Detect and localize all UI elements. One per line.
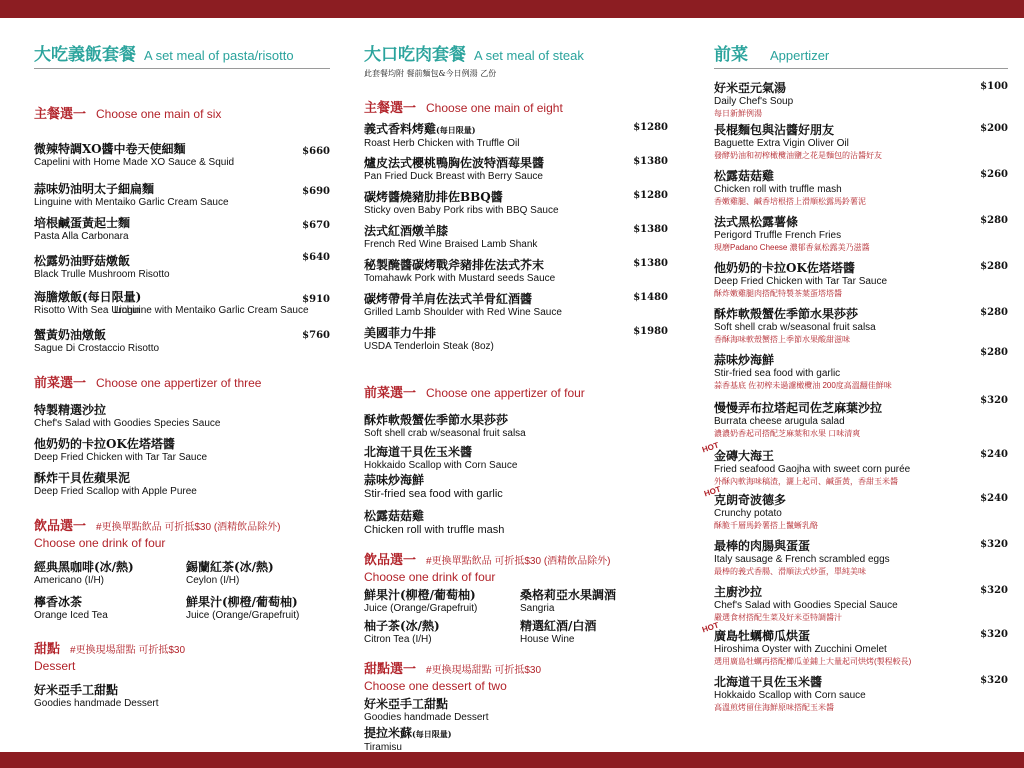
- main-label-zh: 主餐選一: [34, 107, 87, 122]
- item-name-en: Sticky oven Baby Pork ribs with BBQ Sauce: [364, 205, 559, 216]
- drink-item: [520, 588, 668, 615]
- item-name-en: Deep Fried Chicken with Tar Tar Sauce: [34, 452, 208, 463]
- item-name-en: Roast Herb Chicken with Truffle Oil: [364, 138, 520, 149]
- menu-item: [364, 156, 668, 190]
- item-name-en: House Wine: [520, 634, 575, 645]
- menu-item: [703, 484, 1008, 539]
- appetizer-header: [714, 40, 1008, 64]
- item-name-en: Deep Fried Scallop with Apple Puree: [34, 486, 197, 497]
- dessert-label-zh: 甜點: [34, 642, 61, 657]
- item-name-en: Sague Di Crostaccio Risotto: [34, 343, 160, 354]
- drink-grid: [34, 560, 330, 622]
- item-name-en: Chicken roll with truffle mash: [364, 524, 505, 536]
- item-name-zh: 碳烤醬燒豬肋排佐BBQ醬: [364, 190, 503, 204]
- item-name-en: Fried seafood Gaojha with sweet corn purée: [714, 464, 911, 475]
- item-description: 嚴選食材搭配生菜及好米亞特調醬汁: [714, 613, 842, 622]
- item-name-zh: 錫蘭紅茶(冰/熱): [186, 560, 274, 574]
- menu-item: [701, 620, 1008, 675]
- item-name-en: French Red Wine Braised Lamb Shank: [364, 239, 538, 250]
- menu-item: [714, 81, 1008, 123]
- menu-item: [364, 258, 668, 292]
- menu-item: [714, 215, 1008, 261]
- item-price: $280: [980, 215, 1008, 226]
- dessert-section-header: [364, 658, 668, 677]
- drink-label-zh: 飲品選一: [364, 553, 417, 568]
- item-limited-note: (每日限量): [412, 729, 452, 739]
- menu-item: [701, 440, 1008, 493]
- drink-label-en: Choose one drink of four: [364, 570, 496, 584]
- item-description: 蒜香基底 佐初榨未過濾橄欖油 200度高溫翻佳鮮味: [714, 381, 892, 390]
- appetizer-title-zh: 前菜: [714, 45, 748, 65]
- hot-badge: HOT: [703, 484, 722, 499]
- item-price: $100: [980, 81, 1008, 92]
- item-name-en: Black Trulle Mushroom Risotto: [34, 269, 170, 280]
- item-name-en: Chef's Salad with Goodies Species Sauce: [34, 418, 221, 429]
- drink-label-en: Choose one drink of four: [34, 536, 166, 550]
- item-name-zh: 精選紅酒/白酒: [520, 619, 597, 633]
- item-name-en: Baguette Extra Vigin Oliver Oil: [714, 138, 849, 149]
- item-name-en: Juice (Orange/Grapefruit): [364, 603, 478, 614]
- item-name-zh: 鮮果汁(柳橙/葡萄柚): [186, 595, 298, 609]
- dessert-item: [364, 697, 668, 724]
- item-price: $240: [980, 449, 1008, 460]
- menu-item: [714, 169, 1008, 215]
- dessert-item: [364, 726, 668, 754]
- drink-grid: [364, 588, 668, 646]
- appetizer-label-zh: 前菜選一: [364, 386, 417, 401]
- dessert-label-en: Dessert: [34, 659, 76, 673]
- item-name-en: Hokkaido Scallop with Corn Sauce: [364, 460, 518, 471]
- menu-item: [714, 395, 1008, 449]
- item-name-en: Orange Iced Tea: [34, 610, 108, 621]
- item-name-zh: 松露菇菇雞: [364, 509, 425, 523]
- item-name-zh: 好米亞手工甜點: [34, 683, 119, 697]
- item-price: $320: [980, 675, 1008, 686]
- drink-item: [364, 619, 512, 646]
- appetizer-label-en: Choose one appertizer of four: [426, 386, 585, 400]
- bottom-banner: [0, 752, 1024, 768]
- item-name-zh: 蒜味炒海鮮: [714, 353, 775, 367]
- item-name-en-wrap: [34, 305, 330, 317]
- item-name-zh: 他奶奶的卡拉OK佐塔塔醬: [34, 437, 175, 451]
- item-description: 發酵奶油和初榨橄欖油鹽之花是麵包的沾醬好友: [714, 151, 882, 160]
- menu-item: [364, 122, 668, 156]
- appetizer-section-header: [34, 372, 330, 391]
- pasta-set-column: [34, 40, 330, 710]
- item-name-en: Italy sausage & French scrambled eggs: [714, 554, 890, 565]
- item-name-en: Linguine with Mentaiko Garlic Cream Sauce: [34, 197, 229, 208]
- item-price: $320: [980, 539, 1008, 550]
- item-description: 最棒的義式香腸、滑順法式炒蛋，單純美味: [714, 567, 866, 576]
- item-name-zh: 法式黑松露薯條: [714, 215, 799, 229]
- menu-item: [714, 123, 1008, 169]
- item-name-zh: 蒜味奶油明太子細扁麵: [34, 182, 155, 196]
- item-name-zh: 慢慢弄布拉塔起司佐芝麻葉沙拉: [714, 401, 883, 415]
- item-name-en: Hokkaido Scallop with Corn sauce: [714, 690, 866, 701]
- item-name-en-overlap: Linguine with Mentaiko Garlic Cream Sauce: [114, 305, 309, 316]
- item-name-en: Perigord Truffle French Fries: [714, 230, 842, 241]
- steak-set-title-zh: 大口吃肉套餐: [364, 45, 466, 65]
- appetizer-label-en: Choose one appertizer of three: [96, 376, 262, 390]
- item-price: $1480: [633, 292, 668, 303]
- item-price: $640: [302, 252, 330, 263]
- item-price: $280: [980, 307, 1008, 318]
- item-name-en: Goodies handmade Dessert: [364, 712, 489, 723]
- menu-item: [34, 471, 330, 505]
- item-name-zh: 微辣特調XO醬中卷天使細麵: [34, 142, 186, 156]
- item-name-en: USDA Tenderloin Steak (8oz): [364, 341, 494, 352]
- item-description: 酥脆千層馬鈴薯搭上鬣蜥乳酪: [714, 521, 818, 530]
- item-description: 每日新鮮例湯: [714, 109, 762, 118]
- appetizer-label-zh: 前菜選一: [34, 376, 87, 391]
- item-name-en: Grilled Lamb Shoulder with Red Wine Sauce: [364, 307, 562, 318]
- item-name-zh: 柚子茶(冰/熱): [364, 619, 440, 633]
- drink-label-zh: 飲品選一: [34, 519, 87, 534]
- menu-item: [714, 539, 1008, 585]
- item-name-zh: 酥炸軟殼蟹佐季節水果莎莎: [364, 413, 509, 427]
- item-name-en: Americano (I/H): [34, 575, 105, 586]
- item-price: $260: [980, 169, 1008, 180]
- pasta-set-header: [34, 40, 330, 64]
- menu-item: [34, 216, 330, 254]
- item-name-en: Capelini with Home Made XO Sauce & Squid: [34, 157, 235, 168]
- item-name-zh: 最棒的肉腸與蛋蛋: [714, 539, 811, 553]
- item-name-en: Juice (Orange/Grapefruit): [186, 610, 300, 621]
- item-name-en: Sangria: [520, 603, 555, 614]
- header-divider: [34, 68, 330, 69]
- menu-item: [364, 473, 668, 509]
- item-name-en: Citron Tea (I/H): [364, 634, 432, 645]
- main-label-en: Choose one main of eight: [426, 101, 563, 115]
- item-name-zh-wrap: [364, 726, 668, 742]
- main-label-zh: 主餐選一: [364, 101, 417, 116]
- item-name-zh: 義式香料烤雞: [364, 122, 437, 136]
- menu-item: [34, 254, 330, 290]
- item-name-zh: 金磚大海王: [714, 449, 775, 463]
- menu-item: [34, 290, 330, 328]
- drink-section-header: [34, 515, 330, 534]
- menu-item: [34, 182, 330, 216]
- menu-item: [714, 675, 1008, 719]
- menu-item: [364, 224, 668, 258]
- item-description: 香酥海味軟殼蟹搭上季節水果酸甜滋味: [714, 335, 850, 344]
- item-name-zh: 蒜味炒海鮮: [364, 473, 425, 487]
- item-price: $1380: [633, 224, 668, 235]
- appetizer-column: [701, 40, 1008, 719]
- item-price: $690: [302, 186, 330, 197]
- item-price: $320: [980, 629, 1008, 640]
- item-name-zh: 北海道干貝佐玉米醬: [364, 445, 473, 459]
- item-name-zh: 長棍麵包與沾醬好朋友: [714, 123, 835, 137]
- item-price: $200: [980, 123, 1008, 134]
- item-price: $240: [980, 493, 1008, 504]
- drink-item: [186, 595, 330, 622]
- item-name-en: Pasta Alla Carbonara: [34, 231, 129, 242]
- menu-item: [34, 437, 330, 471]
- top-banner: [0, 0, 1024, 18]
- item-price: $280: [980, 261, 1008, 272]
- item-price: $670: [302, 220, 330, 231]
- item-description: 酥炸嫩雞腿肉搭配特製茶葉蛋塔塔醬: [714, 289, 842, 298]
- drink-item: [364, 588, 512, 615]
- item-description: 現磨Padano Cheese 濃郁香氣松露美乃滋醬: [714, 243, 870, 252]
- item-name-en: Tiramisu: [364, 742, 402, 753]
- menu-item: [364, 326, 668, 360]
- item-limited-note: (每日限量): [436, 125, 476, 135]
- pasta-set-title-zh: 大吃義飯套餐: [34, 45, 136, 65]
- item-description: 選用廣島牡蠣再搭配櫛瓜並鋪上大量起司烘烤(製程較長): [714, 657, 912, 666]
- menu-item: [714, 347, 1008, 401]
- item-name-zh: 酥炸干貝佐蘋果泥: [34, 471, 131, 485]
- item-name-en: Pan Fried Duck Breast with Berry Sauce: [364, 171, 543, 182]
- dessert-note: #更換現場甜點 可折抵$30: [70, 645, 186, 656]
- item-name-zh: 蟹黃奶油燉飯: [34, 328, 107, 342]
- item-price: $1280: [633, 122, 668, 133]
- item-name-zh: 提拉米蘇: [364, 726, 413, 740]
- item-price: $280: [980, 347, 1008, 358]
- item-price: $1280: [633, 190, 668, 201]
- item-price: $1980: [633, 326, 668, 337]
- appetizer-section-header: [364, 382, 668, 401]
- menu-item: [34, 142, 330, 182]
- item-name-zh: 松露菇菇雞: [714, 169, 775, 183]
- dessert-note: #更換現場甜點 可折抵$30: [426, 665, 542, 676]
- item-name-zh: 培根鹹蛋黃起士麵: [34, 216, 131, 230]
- dessert-label-zh: 甜點選一: [364, 662, 417, 677]
- item-name-en: Stir-fried sea food with garlic: [714, 368, 841, 379]
- item-name-en: Chicken roll with truffle mash: [714, 184, 842, 195]
- item-name-zh: 酥炸軟殼蟹佐季節水果莎莎: [714, 307, 859, 321]
- dessert-item: [34, 683, 330, 710]
- menu-item: [34, 403, 330, 437]
- item-name-zh: 北海道干貝佐玉米醬: [714, 675, 823, 689]
- item-price: $760: [302, 330, 330, 341]
- menu-item: [364, 445, 668, 473]
- item-price: $320: [980, 395, 1008, 406]
- item-name-zh: 鮮果汁(柳橙/葡萄柚): [364, 588, 476, 602]
- steak-set-header: [364, 40, 668, 64]
- drink-item: [34, 560, 178, 587]
- item-price: $1380: [633, 258, 668, 269]
- dessert-section-header: [34, 638, 330, 657]
- menu-item: [364, 190, 668, 224]
- item-name-zh: 特製精選沙拉: [34, 403, 107, 417]
- menu-item: [364, 292, 668, 326]
- item-description: 外酥內軟海味稿渣，灑上起司、鹹蛋黃，香甜玉米醬: [714, 477, 898, 486]
- item-name-zh: 美國菲力牛排: [364, 326, 437, 340]
- item-name-en: Daily Chef's Soup: [714, 96, 794, 107]
- item-name-zh: 檸香冰茶: [34, 595, 83, 609]
- item-description: 濃濃奶香起司搭配芝麻葉和水果 口味清爽: [714, 429, 861, 438]
- menu-item: [364, 413, 668, 445]
- drink-item: [34, 595, 178, 622]
- menu-item: [364, 509, 668, 543]
- appetizer-list: [701, 81, 1008, 719]
- item-name-en: Chef's Salad with Goodies Special Sauce: [714, 600, 898, 611]
- item-name-zh: 碳烤帶骨羊肩佐法式羊骨紅酒醬: [364, 292, 533, 306]
- item-name-zh: 主廚沙拉: [714, 585, 763, 599]
- item-price: $320: [980, 585, 1008, 596]
- item-name-en: Burrata cheese arugula salad: [714, 416, 845, 427]
- pasta-set-title-en: A set meal of pasta/risotto: [144, 48, 294, 63]
- menu-item: [34, 328, 330, 364]
- hot-badge: HOT: [701, 440, 720, 455]
- item-name-zh: 秘製醃醬碳烤戰斧豬排佐法式芥末: [364, 258, 545, 272]
- item-name-zh: 好米亞元氣湯: [714, 81, 787, 95]
- item-name-zh: 好米亞手工甜點: [364, 697, 449, 711]
- drink-note: #更換單點飲品 可折抵$30 (酒精飲品除外): [426, 556, 611, 567]
- menu-item: [714, 307, 1008, 353]
- item-description: 高溫煎烤留住海鮮原味搭配玉米醬: [714, 703, 834, 712]
- item-price: $1380: [633, 156, 668, 167]
- item-name-zh: 廣島牡蠣櫛瓜烘蛋: [714, 629, 811, 643]
- header-divider: [714, 68, 1008, 69]
- item-name-zh: 他奶奶的卡拉OK佐塔塔醬: [714, 261, 855, 275]
- item-description: 香嫩雞腿、鹹香培根搭上滑順松露馬鈴薯泥: [714, 197, 866, 206]
- item-name-zh: 松露奶油野菇燉飯: [34, 254, 131, 268]
- item-name-en: Soft shell crab w/seasonal fruit salsa: [364, 428, 526, 439]
- item-name-zh: 經典黑咖啡(冰/熱): [34, 560, 134, 574]
- drink-item: [186, 560, 330, 587]
- item-name-en: Tomahawk Pork with Mustard seeds Sauce: [364, 273, 556, 284]
- drink-note: #更換單點飲品 可折抵$30 (酒精飲品除外): [96, 522, 281, 533]
- main-section-header: [34, 103, 330, 122]
- item-name-zh: 克朗奇波德多: [714, 493, 787, 507]
- item-name-zh: 桑格莉亞水果調酒: [520, 588, 617, 602]
- drink-item: [520, 619, 668, 646]
- item-name-zh: 海膽燉飯(每日限量): [34, 290, 142, 304]
- drink-section-header: [364, 549, 668, 568]
- item-price: $660: [302, 146, 330, 157]
- item-name-zh-wrap: [364, 122, 668, 138]
- hot-badge: HOT: [701, 620, 720, 635]
- menu-item: [714, 261, 1008, 307]
- item-name-en: Deep Fried Chicken with Tar Tar Sauce: [714, 276, 888, 287]
- item-name-en: Stir-fried sea food with garlic: [364, 488, 503, 500]
- item-name-en: Hiroshima Oyster with Zucchini Omelet: [714, 644, 887, 655]
- item-name-en: Risotto With Sea Urchin: [34, 305, 141, 316]
- set-includes-note: 此套餐均附 餐前麵包&今日例湯 乙份: [364, 69, 497, 78]
- dessert-label-en: Choose one dessert of two: [364, 679, 507, 693]
- main-section-header: [364, 97, 668, 116]
- steak-set-column: [364, 40, 668, 754]
- item-name-en: Soft shell crab w/seasonal fruit salsa: [714, 322, 876, 333]
- main-label-en: Choose one main of six: [96, 107, 222, 121]
- item-name-zh: 爐皮法式櫻桃鴨胸佐波特酒莓果醬: [364, 156, 545, 170]
- item-name-en: Ceylon (I/H): [186, 575, 240, 586]
- appetizer-title-en: Appertizer: [770, 48, 830, 63]
- steak-set-title-en: A set meal of steak: [474, 48, 584, 63]
- item-price: $910: [302, 294, 330, 305]
- item-name-en: Crunchy potato: [714, 508, 782, 519]
- item-name-en: Goodies handmade Dessert: [34, 698, 159, 709]
- item-name-zh: 法式紅酒燉羊膝: [364, 224, 449, 238]
- menu-item: [714, 585, 1008, 629]
